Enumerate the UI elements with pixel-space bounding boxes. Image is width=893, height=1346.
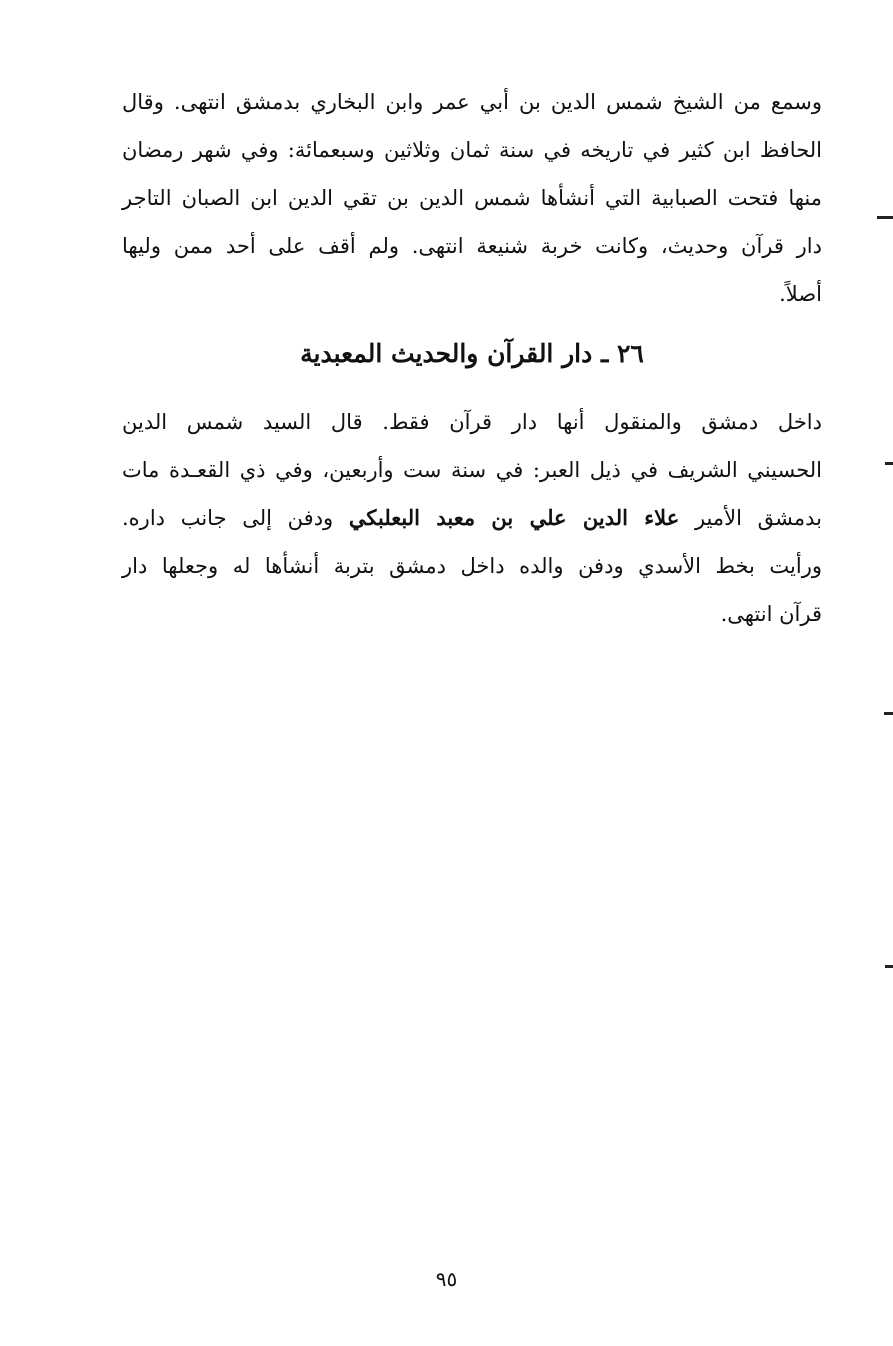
edge-scan-mark <box>877 216 893 219</box>
paragraph-2 <box>122 398 822 638</box>
edge-scan-mark <box>884 712 893 715</box>
edge-scan-mark <box>885 965 893 968</box>
text-line <box>122 494 822 542</box>
text-line: ورأيت بخط الأسدي ودفن والده داخل دمشق بتربة أنشأها له وجعلها دار <box>122 554 822 578</box>
text-line: منها فتحت الصبابية التي أنشأها شمس الدين بن تقي الدين ابن الصبان التاجر <box>122 186 822 210</box>
text-line: داخل دمشق والمنقول أنها دار قرآن فقط. قال السيد شمس الدين <box>122 410 822 434</box>
page-number: ٩٥ <box>435 1267 458 1291</box>
text-line: وسمع من الشيخ شمس الدين بن أبي عمر وابن البخاري بدمشق انتهى. وقال <box>122 90 822 114</box>
paragraph-1 <box>122 78 822 318</box>
text-segment: بدمشق الأمير <box>679 506 822 530</box>
section-heading: ٢٦ ـ دار القرآن والحديث المعبدية <box>300 339 644 368</box>
bold-name: علاء الدين علي بن معبد البعلبكي <box>348 505 680 530</box>
text-line: أصلاً. <box>779 282 822 306</box>
text-segment: ودفن إلى جانب داره. <box>122 506 349 530</box>
text-line: دار قرآن وحديث، وكانت خربة شنيعة انتهى. ولم أقف على أحد ممن وليها <box>122 234 822 258</box>
text-line: الحافظ ابن كثير في تاريخه في سنة ثمان وثلاثين وسبعمائة: وفي شهر رمضان <box>122 138 822 162</box>
edge-scan-mark <box>885 462 893 465</box>
text-line: قرآن انتهى. <box>720 602 822 626</box>
text-line: الحسيني الشريف في ذيل العبر: في سنة ست وأربعين، وفي ذي القعـدة مات <box>122 458 822 482</box>
